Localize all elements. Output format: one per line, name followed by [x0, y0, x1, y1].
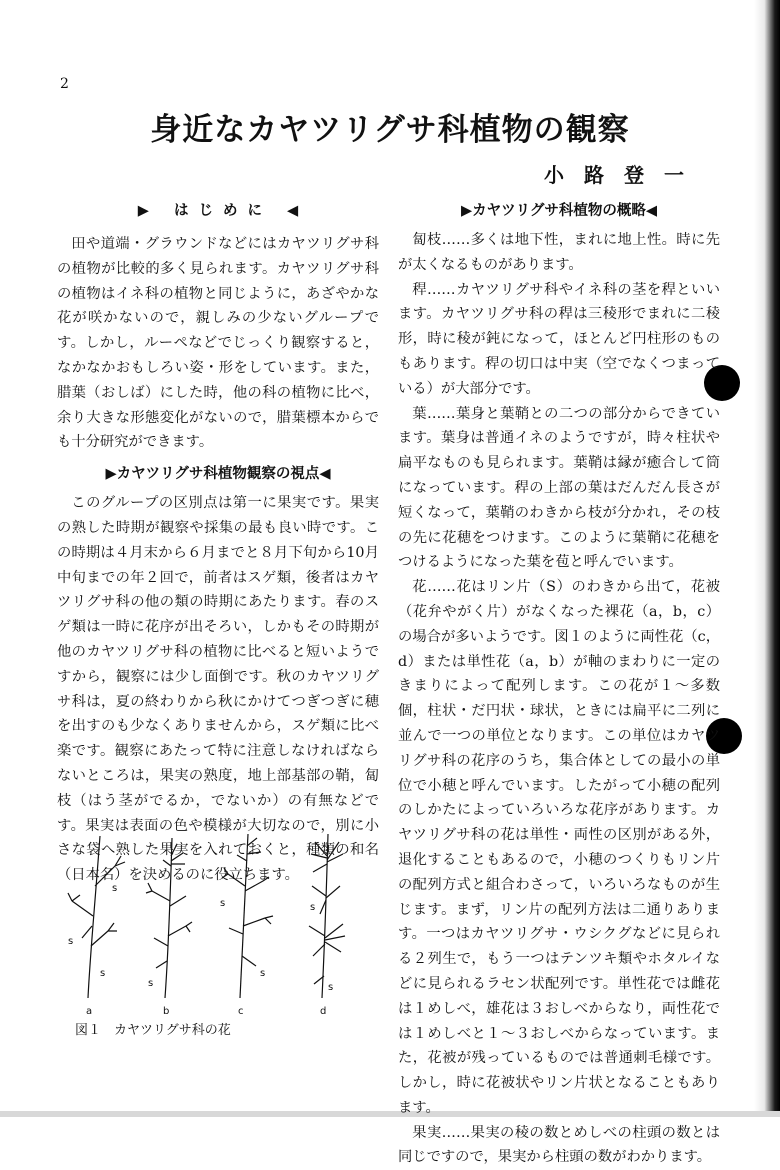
scale-label-s: s: [220, 898, 226, 909]
figure-caption: 図１ カヤツリグサ科の花: [75, 1023, 231, 1038]
left-column: [57, 198, 379, 888]
scale-label-s: s: [148, 978, 154, 989]
panel-label-a: a: [86, 1006, 93, 1016]
section-heading-viewpoint: ▶カヤツリグサ科植物観察の視点◀: [105, 466, 331, 483]
paragraph-leaf: 葉……葉身と葉鞘との二つの部分からできています。葉身は普通イネのようですが，時々柱状や扁平なものも見られます。葉鞘は縁が癒合して筒になっています。稈の上部の葉はだんだん長さが短くなって，葉鞘のわきから枝が分かれ，その枝の先に花穂をつけます。このように葉鞘に花穂をつけるようになった葉を苞と呼んでいます。: [398, 405, 720, 571]
plant-drawing-b: [146, 838, 192, 998]
plant-drawing-c: [222, 834, 273, 998]
paragraph-fruit: 果実……果実の稜の数とめしべの柱頭の数とは同じですので，果実から柱頭の数がわかります。: [398, 1124, 720, 1166]
scale-label-s: s: [328, 982, 334, 993]
page-number: 2: [60, 76, 69, 92]
intro-paragraph: 田や道端・グラウンドなどにはカヤツリグサ科の植物が比較的多く見られます。カヤツリグサ科の植物はイネ科の植物と同じように，あざやかな花が咲かないので，親しみの少ないグループです。しかし，ルーペなどでじっくり観察すると，なかなかおもしろい姿・形をしています。また，腊葉（おしば）にした時，他の科の植物に比べ，余り大きな形態変化がないので，腊葉標本からでも十分研究ができます。: [57, 236, 379, 451]
paragraph-stolon: 匐枝……多くは地下性，まれに地上性。時に先が太くなるものがあります。: [398, 232, 720, 273]
plant-drawing-a: [68, 836, 125, 998]
right-column: [398, 198, 720, 1170]
scale-label-s: s: [112, 883, 118, 894]
panel-label-b: b: [163, 1006, 170, 1016]
panel-label-d: d: [320, 1006, 327, 1016]
panel-label-c: c: [238, 1006, 244, 1016]
scale-label-s: s: [68, 936, 74, 947]
viewpoint-paragraph: このグループの区別点は第一に果実です。果実の熟した時期が観察や採集の最も良い時です。この時期は４月末から６月までと８月下旬から10月中旬までの年２回で，前者はスゲ類，後者はカヤツリグサ科の他の類の時期にあたります。春のスゲ類は一時に花序が出そろい，しかもその時期が他のカヤツリグサ科の植物に比べると短いようですから，観察には少し面倒です。秋のカヤツリグサ科は，夏の終わりから秋にかけてつぎつぎに穂を出すのも少なくありませんから，スゲ類に比べ楽です。観察にあたって特に注意しなければならないところは，果実の熟度，地上部基部の鞘，匐枝（はう茎がでるか，でないか）の有無などです。果実は表面の色や模様が大切なので，別に小さな袋へ熟した果実を入れておくと，種類の和名（日本名）を決めるのに役立ちます。: [57, 495, 379, 884]
scale-label-s: s: [310, 902, 316, 913]
paragraph-culm: 稈……カヤツリグサ科やイネ科の茎を稈といいます。カヤツリグサ科の稈は三稜形でまれに二稜形，時に稜が鈍になって，ほとんど円柱形のものもあります。稈の切口は中実（空でなくつまっている）が大部分です。: [398, 281, 720, 397]
paragraph-flower: 花……花はリン片（S）のわきから出て，花被（花弁やがく片）がなくなった裸花（a，b，c）の場合が多いようです。図１のように両性花（c，d）または単性花（a，b）が軸のまわりに一定のきまりによって配列します。この花が１～多数個，柱状・だ円状・球状，ときには扁平に二列に並んで一つの単位となります。この単位はカヤツリグサ科の花序のうち，集合体としての最小の単位で小穂と呼んでいます。したがって小穂の配列のしかたによっていろいろな花序があります。カヤツリグサ科の花は単性・両性の区別がある外，退化することもあるので，小穂のつくりもリン片の配列方式と組合わさって，いろいろなものが生じます。まず，リン片の配列方法は二通りあります。一つはカヤツリグサ・ウシクグなどに見られる２列生で，もう一つはテンツキ類やホタルイなどに見られるラセン状配列です。単性花では雌花は１めしべ，雄花は３おしべからなり，両性花では１めしべと１～３おしべからなっています。また，花被が残っているものでは普通刺毛様です。しかし，時に花被状やリン片状となることもあります。: [398, 579, 720, 1116]
scale-label-s: s: [260, 968, 266, 979]
page-edge-shadow: [754, 0, 780, 1117]
author-name: 小路登一: [544, 163, 704, 187]
section-heading-intro: ▶ はじめに ◀: [137, 203, 309, 219]
scale-label-s: s: [100, 968, 106, 979]
flower-illustration: [60, 826, 380, 1016]
section-heading-overview: ▶カヤツリグサ科植物の概略◀: [460, 203, 657, 219]
figure-flower-diagrams: [60, 826, 380, 1016]
article-title: 身近なカヤツリグサ科植物の観察: [150, 112, 630, 148]
plant-drawing-d: [309, 834, 345, 998]
